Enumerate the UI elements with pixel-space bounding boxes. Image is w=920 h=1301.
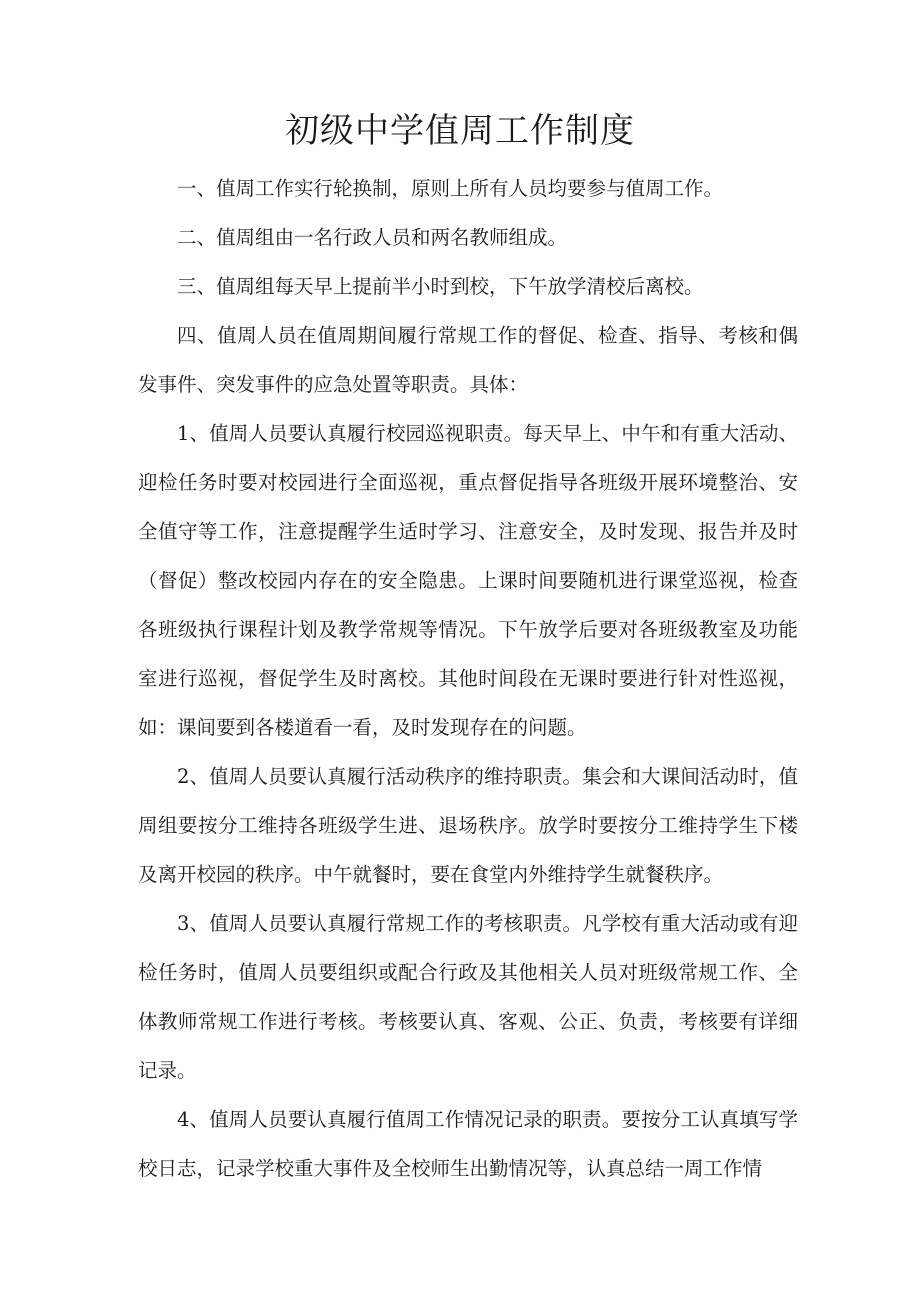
paragraph-team-composition: 二、值周组由一名行政人员和两名教师组成。 — [177, 226, 568, 249]
paragraph-duty-patrol: 1、值周人员要认真履行校园巡视职责。每天早上、中午和有重大活动、迎检任务时要对校园进行全面巡视，重点督促指导各班级开展环境整治、安全值守等工作，注意提醒学生适时学习、注意安全，及时发现、报告并及时（督促）整改校园内存在的安全隐患。上课时间要随机进行课堂巡视，检查各班级执行课程计划及教学常规等情况。下午放学后要对各班级教室及功能室进行巡视，督促学生及时离校。其他时间段在无课时要进行针对性巡视，如：课间要到各楼道看一看，及时发现存在的问题。 — [138, 422, 798, 739]
document-title: 初级中学值周工作制度 — [285, 111, 635, 151]
document-body — [138, 164, 798, 1193]
paragraph-duty-records: 4、值周人员要认真履行值周工作情况记录的职责。要按分工认真填写学校日志，记录学校重大事件及全校师生出勤情况等，认真总结一周工作情 — [138, 1108, 798, 1180]
paragraph-rotation: 一、值周工作实行轮换制，原则上所有人员均要参与值周工作。 — [177, 177, 724, 200]
paragraph-schedule: 三、值周组每天早上提前半小时到校，下午放学清校后离校。 — [177, 275, 704, 298]
paragraph-duty-order: 2、值周人员要认真履行活动秩序的维持职责。集会和大课间活动时，值周组要按分工维持各班级学生进、退场秩序。放学时要按分工维持学生下楼及离开校园的秩序。中午就餐时，要在食堂内外维持学生就餐秩序。 — [138, 765, 798, 886]
paragraph-duty-assessment: 3、值周人员要认真履行常规工作的考核职责。凡学校有重大活动或有迎检任务时，值周人员要组织或配合行政及其他相关人员对班级常规工作、全体教师常规工作进行考核。考核要认真、客观、公正、负责，考核要有详细记录。 — [138, 912, 798, 1082]
paragraph-duties-overview: 四、值周人员在值周期间履行常规工作的督促、检查、指导、考核和偶发事件、突发事件的应急处置等职责。具体： — [138, 324, 798, 396]
